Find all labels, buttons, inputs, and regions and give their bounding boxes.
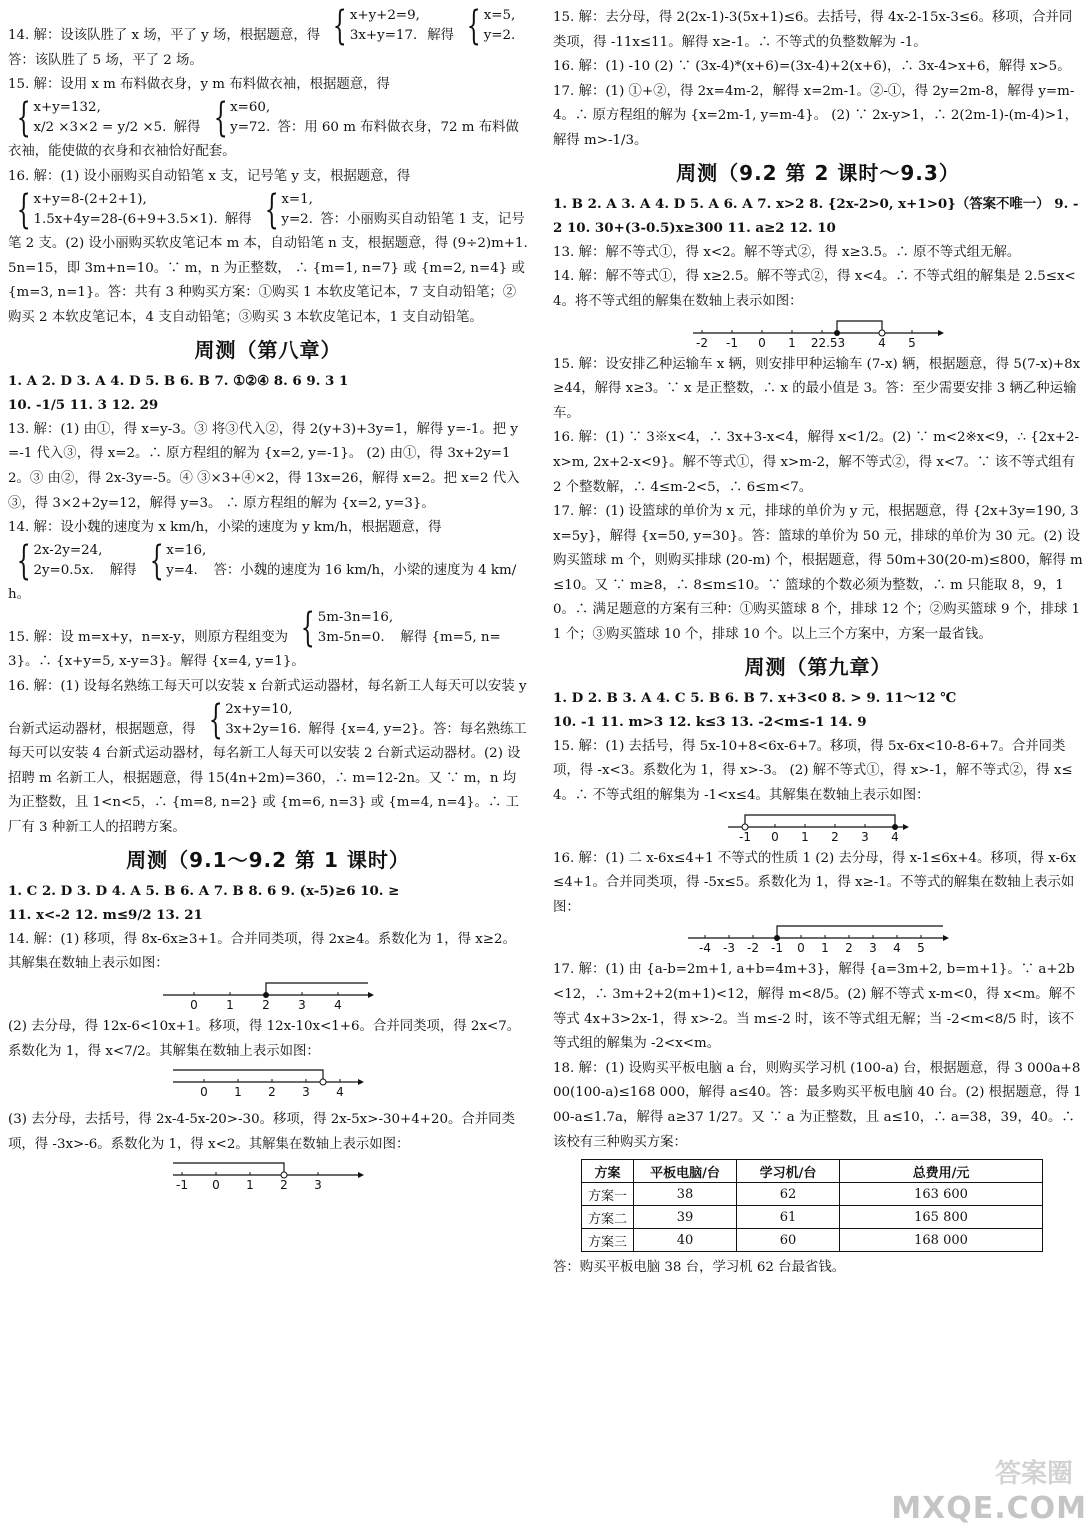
table-cell: 62: [737, 1183, 840, 1206]
svg-text:5: 5: [917, 941, 925, 956]
svg-text:1: 1: [821, 941, 829, 956]
svg-text:4: 4: [878, 335, 886, 350]
svg-text:0: 0: [200, 1085, 208, 1100]
answer-18: 18. 解：(1) 设购买平板电脑 a 台，则购买学习机 (100-a) 台，根据题意，得 3 000a+800(100-a)≤168 000，解得 a≤40。答：最多购买平板电脑 40 台。(2) 根据题意，得 100-a≤1.7a，解得 a≥37 1/27。又 ∵ a 为正整数，且 a≤10，∴ a=38，39，40。∴ 该校有三种购买方案：: [553, 1060, 1082, 1150]
left-column: [8, 3, 528, 1195]
equation-system: { x+y=8-(2+2+1), 1.5x+4y=28-(6+9+3.5×1).: [16, 186, 218, 233]
table-header: 方案: [582, 1160, 634, 1183]
svg-text:-2: -2: [747, 941, 759, 956]
svg-text:-3: -3: [723, 941, 735, 956]
choice-answers: 1. B 2. A 3. A 4. D 5. A 6. A 7. x>2 8. {2x-2>0, x+1>0}（答案不唯一） 9. -2 10. 30+(3-0.5)x≥300 11. a≥2 12. 10: [553, 195, 1079, 237]
svg-text:4: 4: [334, 998, 342, 1012]
solution-system: { x=16, y=4.: [149, 537, 207, 584]
answer-14: 14. 解：解不等式①，得 x≥2.5。解不等式②，得 x<4。∴ 不等式组的解集是 2.5≤x<4。将不等式组的解集在数轴上表示如图：: [553, 269, 1076, 309]
choice-answers: 1. D 2. B 3. A 4. C 5. B 6. B 7. x+3<0 8. > 9. 11～12 ℃: [553, 689, 957, 706]
section-title-ch8: 周测（第八章）: [194, 337, 342, 362]
svg-text:3: 3: [861, 829, 869, 844]
number-line-x-lt-2: [168, 1159, 368, 1193]
svg-text:-1: -1: [726, 335, 738, 350]
answer-13: 13. 解：(1) 由①，得 x=y-3。③ 将③代入②，得 2(y+3)+3y=1，解得 y=-1。把 y=-1 代入③，得 x=2。∴ 原方程组的解为 {x=2, y=-1}。 (2) 由①，得 3x+2y=12。③ 由②，得 2x-3y=-5。④ ③×3+④×2，得 13x=26，解得 x=2。把 x=2 代入③，得 3×2+2y=12，解得 y=3。 ∴ 原方程组的解为 {x=2, y=3}。: [8, 421, 520, 511]
answer-16: 16. 解：(1) ∵ 3※x<4，∴ 3x+3-x<4，解得 x<1/2。(2) ∵ m<2※x<9，∴ {2x+2-x>m, 2x+2-x<9}。解不等式①，得 x>m-2，解不等式②，得 x<7。∵ 该不等式组有 2 个整数解，∴ 4≤m-2<5，∴ 6≤m<7。: [553, 430, 1080, 495]
svg-text:2: 2: [262, 998, 270, 1012]
answer-17: 17. 解：(1) 设篮球的单价为 x 元，排球的单价为 y 元，根据题意，得 {2x+3y=190, 3x=5y}，解得 {x=50, y=30}。答：篮球的单价为 50 元，排球的单价为 30 元。(2) 设购买篮球 m 个，则购买排球 (20-m) 个，根据题意，得 50m+30(20-m)≤800，解得 m≤10。又 ∵ m≥8，∴ 8≤m≤10。∵ 篮球的个数必须为整数，∴ m 只能取 8，9，10。∴ 满足题意的方案有三种：①购买篮球 8 个，排球 12 个；②购买篮球 9 个，排球 11 个；③购买篮球 10 个，排球 10 个。以上三个方案中，方案一最省钱。: [553, 504, 1083, 643]
table-header: 总费用/元: [840, 1160, 1043, 1183]
equation-system: { x+y=132, x/2 ×3×2 = y/2 ×5.: [16, 94, 167, 141]
right-column: [553, 6, 1083, 1281]
svg-text:4: 4: [893, 941, 901, 956]
svg-text:1: 1: [788, 335, 796, 350]
svg-text:2: 2: [831, 829, 839, 844]
svg-text:4: 4: [336, 1085, 344, 1100]
table-row: [582, 1183, 1043, 1206]
answer-14-part2: (2) 去分母，得 12x-6<10x+1。移项，得 12x-10x<1+6。合并同类项，得 2x<7。系数化为 1，得 x<7/2。其解集在数轴上表示如图：: [8, 1019, 521, 1059]
svg-text:1: 1: [246, 1178, 254, 1193]
svg-text:0: 0: [212, 1178, 220, 1193]
answer-17: 17. 解：(1) ①+②，得 2x=4m-2，解得 x=2m-1。②-①，得 2y=2m-8，解得 y=m-4。∴ 原方程组的解为 {x=2m-1, y=m-4}。 (2) ∵ 2x-y>1，∴ 2(2m-1)-(m-4)>1，解得 m>-1/3。: [553, 83, 1078, 148]
svg-text:0: 0: [797, 941, 805, 956]
choice-answers: 1. A 2. D 3. A 4. D 5. B 6. B 7. ①②④ 8. 6 9. 3 1: [8, 372, 349, 389]
table-cell: 40: [634, 1229, 737, 1252]
solution-system: { x=1, y=2.: [264, 186, 313, 233]
table-header: 学习机/台: [737, 1160, 840, 1183]
svg-text:3: 3: [302, 1085, 310, 1100]
answer-16: 16. 解：(1) 二 x-6x≤4+1 不等式的性质 1 (2) 去分母，得 x-1≤6x+4。移项，得 x-6x≤4+1。合并同类项，得 -5x≤5。系数化为 1，得 x≥-1。不等式的解集在数轴上表示如图：: [553, 850, 1077, 915]
equation-system: { 2x-2y=24, 2y=0.5x.: [16, 537, 103, 584]
table-cell: 168 000: [840, 1229, 1043, 1252]
table-cell: 39: [634, 1206, 737, 1229]
answer-17: 17. 解：(1) 由 {a-b=2m+1, a+b=4m+3}，解得 {a=3m+2, b=m+1}。∵ a+2b<12，∴ 3m+2+2(m+1)<12，解得 m<8/5。(2) 解不等式 x-m<0，得 x<m。解不等式 4x+3>2x-1，得 x>-2。当 m≤-2 时，该不等式组无解；当 -2<m<8/5 时，该不等式组的解集为 -2<x<m。: [553, 962, 1076, 1052]
answer-15: 15. 解：设用 x m 布料做衣身，y m 布料做衣袖，根据题意，得 { x+y=132, x/2 ×3×2 = y/2 ×5. 解得 { x=60, y=72. 答：用 60 m 布料做衣身，72 m 布料做衣袖，能使做的衣身和衣袖恰好配套。: [8, 77, 519, 160]
table-cell: 38: [634, 1183, 737, 1206]
section-title-ch9: 周测（第九章）: [744, 654, 892, 679]
answer-14-part3: (3) 去分母，去括号，得 2x-4-5x-20>-30。移项，得 2x-5x>-30+4+20。合并同类项，得 -3x>-6。系数化为 1，得 x<2。其解集在数轴上表示如图：: [8, 1112, 515, 1152]
number-line-x-ge-minus1: [683, 922, 953, 956]
svg-text:0: 0: [758, 335, 766, 350]
fill-answers: 11. x<-2 12. m≤9/2 13. 21: [8, 907, 203, 924]
table-cell: 163 600: [840, 1183, 1043, 1206]
answer-16: 16. 解：(1) 设小丽购买自动铅笔 x 支，记号笔 y 支，根据题意，得 { x+y=8-(2+2+1), 1.5x+4y=28-(6+9+3.5×1). 解得 { x=1, y=2. 答：小丽购买自动铅笔 1 支，记号笔 2 支。(2) 设小丽购买软皮笔记本 m 本，自动铅笔 n 支，根据题意，得 (9÷2)m+1.5n=15，即 3m+n=10。∵ m，n 为正整数， ∴ {m=1, n=7} 或 {m=2, n=4} 或 {m=3, n=1}。答：共有 3 种购买方案：①购买 1 本软皮笔记本，7 支自动铅笔；②购买 2 本软皮笔记本，4 支自动铅笔；③购买 3 本软皮笔记本，1 支自动铅笔。: [8, 168, 528, 325]
svg-text:-2: -2: [696, 335, 708, 350]
number-line-2-5-to-4: [688, 317, 948, 351]
answer-15: 15. 解：设 m=x+y，n=x-y，则原方程组变为 { 5m-3n=16, 3m-5n=0. 解得 {m=5, n=3}。∴ {x+y=5, x-y=3}。解得 {x=4, y=1}。: [8, 604, 501, 670]
svg-text:2: 2: [845, 941, 853, 956]
svg-text:-4: -4: [699, 941, 711, 956]
svg-text:1: 1: [226, 998, 234, 1012]
number-line-minus1-to-4: [723, 811, 913, 845]
answer-16: 16. 解：(1) 设每名熟练工每天可以安装 x 台新式运动器材，每名新工人每天可以安装 y 台新式运动器材，根据题意，得 { 2x+y=10, 3x+2y=16. 解得 {x=4, y=2}。答：每名熟练工每天可以安装 4 台新式运动器材，每名新工人每天可以安装 2 台新式运动器材。(2) 设招聘 m 名新工人，根据题意，得 15(4n+2m)=360，∴ m=12-2n。又 ∵ m，n 均为正整数，且 1<n<5，∴ {m=8, n=2} 或 {m=6, n=3} 或 {m=4, n=4}。∴ 工厂有 3 种新工人的招聘方案。: [8, 679, 527, 836]
svg-text:4: 4: [891, 829, 899, 844]
svg-text:1: 1: [801, 829, 809, 844]
answer-14: 14. 解：设该队胜了 x 场，平了 y 场，根据题意，得 { x+y+2=9, 3x+y=17. 解得 { x=5, y=2. 答：该队胜了 5 场，平了 2 场。: [8, 3, 516, 68]
svg-text:-1: -1: [176, 1178, 188, 1193]
svg-text:22.53: 22.53: [810, 335, 846, 350]
answer-16: 16. 解：(1) -10 (2) ∵ (3x-4)*(x+6)=(3x-4)+2(x+6)，∴ 3x-4>x+6，解得 x>5。: [553, 59, 1071, 75]
watermark-logo: 答案圈: [994, 1459, 1073, 1489]
svg-text:2: 2: [268, 1085, 276, 1100]
table-row: [582, 1206, 1043, 1229]
table-row: [582, 1229, 1043, 1252]
answer-15: 15. 解：设安排乙种运输车 x 辆，则安排甲种运输车 (7-x) 辆，根据题意，得 5(7-x)+8x≥44，解得 x≥3。∵ x 是正整数，∴ x 的最小值是 3。答：至少需要安排 3 辆乙种运输车。: [553, 356, 1081, 421]
answer-15: 15. 解：去分母，得 2(2x-1)-3(5x+1)≤6。去括号，得 4x-2-15x-3≤6。移项，合并同类项，得 -11x≤11。解得 x≥-1。∴ 不等式的负整数解为 -1。: [553, 10, 1073, 50]
choice-answers: 1. C 2. D 3. D 4. A 5. B 6. A 7. B 8. 6 9. (x-5)≥6 10. ≥: [8, 882, 400, 899]
purchase-plan-table: [581, 1159, 1043, 1252]
equation-system: { 5m-3n=16, 3m-5n=0.: [300, 604, 394, 651]
answer-18-conclusion: 答：购买平板电脑 38 台，学习机 62 台最省钱。: [553, 1260, 846, 1276]
answer-14: 14. 解：设小魏的速度为 x km/h，小梁的速度为 y km/h，根据题意，得 { 2x-2y=24, 2y=0.5x. 解得 { x=16, y=4. 答：小魏的速度为 16 km/h，小梁的速度为 4 km/h。: [8, 520, 517, 603]
table-cell: 方案二: [582, 1206, 634, 1229]
svg-text:-1: -1: [771, 941, 783, 956]
fill-answers: 10. -1/5 11. 3 12. 29: [8, 397, 159, 414]
table-cell: 方案一: [582, 1183, 634, 1206]
number-line-x-lt-7-2: [168, 1066, 368, 1106]
table-cell: 165 800: [840, 1206, 1043, 1229]
solution-system: { x=5, y=2.: [466, 3, 516, 49]
table-cell: 方案三: [582, 1229, 634, 1252]
svg-text:3: 3: [869, 941, 877, 956]
watermark-url: MXQE.COM: [891, 1491, 1087, 1526]
equation-system: { 2x+y=10, 3x+2y=16.: [208, 696, 302, 743]
svg-text:0: 0: [771, 829, 779, 844]
answer-15: 15. 解：(1) 去括号，得 5x-10+8<6x-6+7。移项，得 5x-6x<10-8-6+7。合并同类项，得 -x<3。系数化为 1，得 x>-3。 (2) 解不等式①，得 x>-1，解不等式②，得 x≤4。∴ 不等式组的解集为 -1<x≤4。其解集在数轴上表示如图：: [553, 738, 1073, 804]
section-title-9-2: 周测（9.2 第 2 课时～9.3）: [676, 160, 960, 185]
table-header-row: [582, 1160, 1043, 1183]
table-header: 平板电脑/台: [634, 1160, 737, 1183]
svg-text:2: 2: [280, 1178, 288, 1193]
number-line-x-ge-2: [158, 979, 378, 1013]
svg-text:-1: -1: [739, 829, 751, 844]
svg-text:3: 3: [314, 1178, 322, 1193]
solution-system: { x=60, y=72.: [213, 94, 271, 141]
svg-text:5: 5: [908, 335, 916, 350]
table-cell: 60: [737, 1229, 840, 1252]
fill-answers: 10. -1 11. m>3 12. k≤3 13. -2<m≤-1 14. 9: [553, 714, 867, 731]
answer-14-part1: 14. 解：(1) 移项，得 8x-6x≥3+1。合并同类项，得 2x≥4。系数化为 1，得 x≥2。其解集在数轴上表示如图：: [8, 931, 516, 972]
section-title-9-1: 周测（9.1～9.2 第 1 课时）: [126, 847, 410, 872]
svg-text:1: 1: [234, 1085, 242, 1100]
answer-13: 13. 解：解不等式①，得 x<2。解不等式②，得 x≥3.5。∴ 原不等式组无解。: [553, 244, 1021, 260]
table-cell: 61: [737, 1206, 840, 1229]
svg-text:0: 0: [190, 998, 198, 1012]
equation-system: { x+y+2=9, 3x+y=17.: [333, 3, 420, 49]
svg-text:3: 3: [298, 998, 306, 1012]
